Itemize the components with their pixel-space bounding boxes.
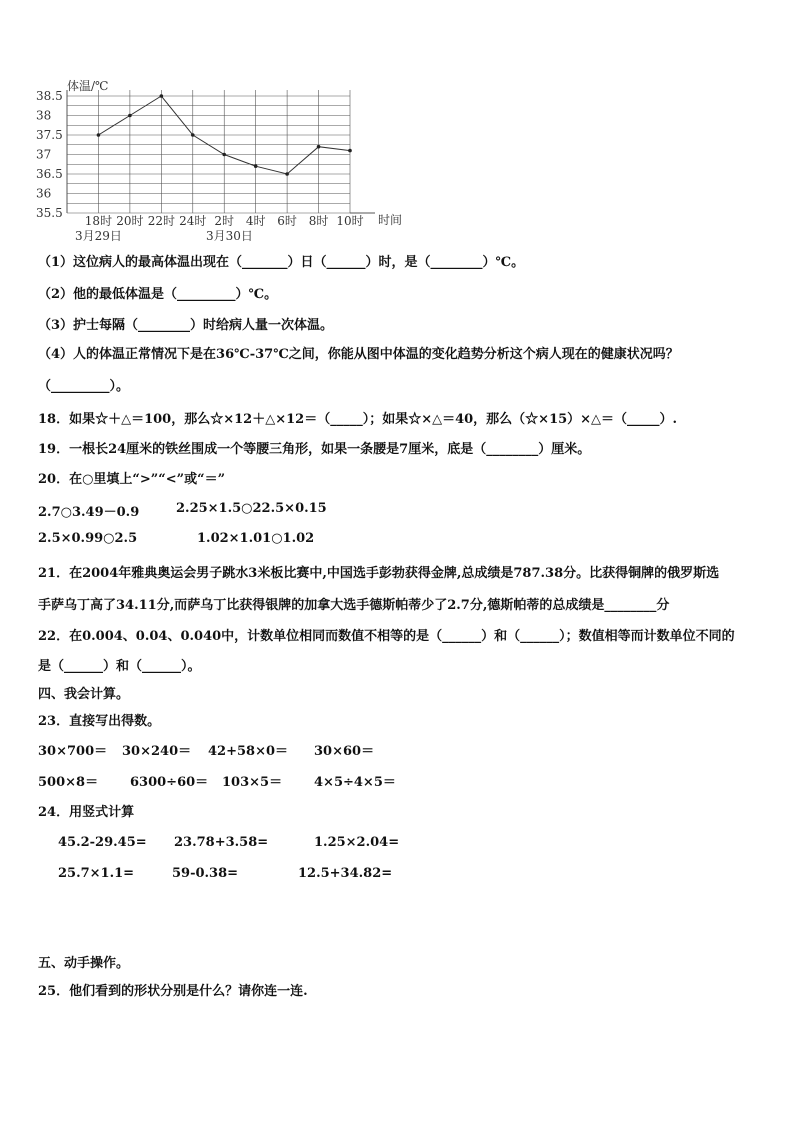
calc-item: 30×700＝ (38, 744, 108, 759)
question-21-line2: 手萨乌丁高了34.11分,而萨乌丁比获得银牌的加拿大选手德斯帕蒂少了2.7分,德斯帕蒂的总成绩是________分 (38, 598, 670, 613)
data-point (348, 149, 352, 153)
y-tick-label: 38 (36, 108, 52, 123)
y-axis-label: 体温/℃ (67, 79, 109, 93)
vertical-calc-item: 45.2-29.45= (58, 835, 147, 850)
y-tick-label: 36.5 (36, 167, 63, 181)
compare-item: 2.7○3.49－0.9 (38, 505, 140, 520)
question-17-4: （4）人的体温正常情况下是在36℃-37℃之间，你能从图中体温的变化趋势分析这个病人现在的健康状况吗？ (38, 347, 679, 362)
calc-item: 500×8＝ (38, 775, 99, 790)
section-4-heading: 四、我会计算。 (38, 687, 130, 702)
chart-grid (67, 90, 375, 213)
question-25: 25．他们看到的形状分别是什么？请你连一连. (38, 984, 308, 999)
question-18: 18．如果☆＋△＝100，那么☆×12＋△×12＝（_____）；如果☆×△＝40，那么（☆×15）×△＝（_____）. (38, 412, 678, 427)
data-point (191, 133, 195, 137)
section-5-heading: 五、动手操作。 (38, 956, 130, 971)
data-point (128, 114, 132, 118)
question-21-line1: 21．在2004年雅典奥运会男子跳水3米板比赛中,中国选手彭勃获得金牌,总成绩是787.38分。比获得铜牌的俄罗斯选 (38, 566, 720, 581)
vertical-calc-item: 12.5+34.82= (298, 866, 393, 881)
x-tick-label: 4时 (245, 214, 266, 228)
data-point (285, 172, 289, 176)
question-20: 20．在○里填上“>”“<”或“＝” (38, 472, 226, 487)
question-17-1: （1）这位病人的最高体温出现在（_______）日（______）时，是（________）℃。 (38, 255, 525, 270)
x-tick-labels (85, 213, 364, 228)
y-tick-label: 36 (36, 186, 52, 201)
vertical-calc-item: 1.25×2.04= (314, 835, 400, 850)
y-tick-label: 38.5 (36, 89, 63, 103)
question-24: 24．用竖式计算 (38, 805, 135, 820)
y-tick-label: 37 (36, 147, 52, 162)
x-tick-label: 6时 (277, 214, 297, 228)
compare-item: 2.5×0.99○2.5 (38, 531, 138, 546)
calc-item: 6300÷60＝ (130, 775, 209, 790)
question-17-2: （2）他的最低体温是（_________）℃。 (38, 287, 278, 302)
x-axis-label: 时间 (378, 213, 403, 227)
compare-item: 2.25×1.5○22.5×0.15 (176, 501, 327, 516)
vertical-calc-item: 23.78+3.58= (174, 835, 269, 850)
data-point (317, 145, 321, 149)
calc-item: 4×5÷4×5＝ (314, 775, 396, 790)
question-17-3: （3）护士每隔（________）时给病人量一次体温。 (38, 318, 334, 333)
x-tick-label: 2时 (214, 214, 235, 228)
vertical-calc-item: 59-0.38= (172, 866, 239, 881)
x-tick-label: 22时 (147, 214, 175, 228)
date-label-1: 3月29日 (75, 229, 122, 243)
x-tick-label: 20时 (116, 214, 144, 228)
data-point (254, 164, 258, 168)
calc-item: 30×60＝ (314, 744, 375, 759)
question-22-line1: 22．在0.004、0.04、0.040中，计数单位相同而数值不相等的是（______）和（______）；数值相等而计数单位不同的 (38, 629, 735, 644)
vertical-calc-item: 25.7×1.1= (58, 866, 135, 881)
y-tick-labels (36, 89, 63, 220)
question-22-line2: 是（______）和（______）。 (38, 659, 201, 674)
y-tick-label: 35.5 (36, 206, 63, 220)
calc-item: 30×240＝ (122, 744, 192, 759)
question-17-4-answer: （_________）。 (38, 379, 130, 394)
date-label-2: 3月30日 (206, 229, 253, 243)
x-tick-label: 18时 (84, 214, 113, 228)
x-tick-label: 24时 (179, 214, 207, 228)
data-point (160, 94, 164, 98)
calc-item: 103×5＝ (222, 775, 283, 790)
compare-item: 1.02×1.01○1.02 (197, 531, 315, 546)
calc-item: 42+58×0＝ (208, 744, 289, 759)
y-tick-label: 37.5 (36, 128, 63, 142)
question-19: 19．一根长24厘米的铁丝围成一个等腰三角形，如果一条腰是7厘米，底是（________）厘米。 (38, 442, 591, 457)
question-23: 23．直接写出得数。 (38, 714, 161, 729)
data-point (222, 153, 226, 157)
x-tick-label: 10时 (336, 214, 364, 228)
x-tick-label: 8时 (308, 214, 329, 228)
data-point (97, 133, 101, 137)
temperature-line-chart (30, 78, 420, 250)
